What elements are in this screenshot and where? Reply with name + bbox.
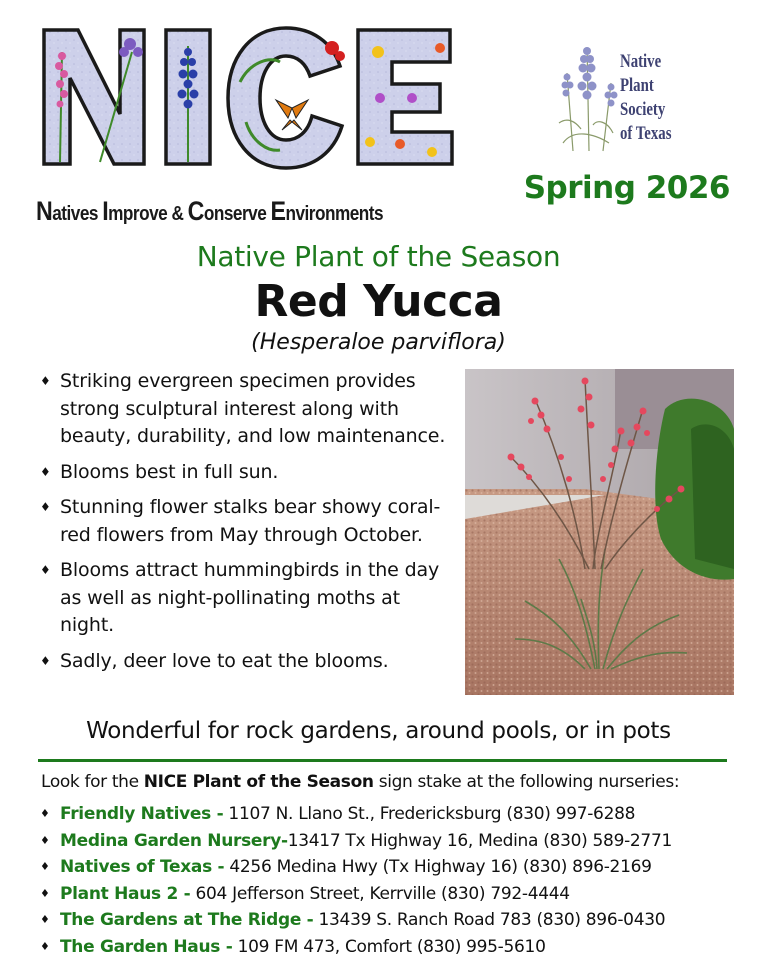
nursery-details: 1107 N. Llano St., Fredericksburg (830) 997-6288: [223, 804, 636, 824]
npsot-wordmark: [620, 50, 682, 146]
npsot-line-4: of Texas: [620, 123, 672, 144]
diamond-bullet-icon: ♦: [40, 913, 50, 927]
diamond-bullet-icon: ♦: [40, 563, 51, 577]
nursery-item: [38, 828, 753, 855]
tagline-word-1: Natives: [36, 196, 98, 226]
bullet-item: ♦ Striking evergreen specimen provides strong sculptural interest along with beauty, durability, and low maintenance.: [40, 370, 446, 447]
nursery-item: [38, 934, 753, 961]
nurseries-intro: Look for the NICE Plant of the Season sign stake at the following nurseries:: [41, 772, 680, 792]
uses-tagline: Wonderful for rock gardens, around pools, or in pots: [86, 718, 671, 744]
red-yucca-photo: [465, 369, 734, 695]
nursery-item: [38, 854, 753, 881]
diamond-bullet-icon: ♦: [40, 939, 50, 953]
season-label: Spring 2026: [523, 170, 730, 206]
bullet-item: ♦ Stunning flower stalks bear showy coral-red flowers from May through October.: [40, 496, 441, 546]
tagline-word-2: Improve &: [102, 196, 184, 226]
diamond-bullet-icon: ♦: [40, 807, 50, 820]
tagline-word-3: Conserve: [187, 196, 267, 226]
diamond-bullet-icon: ♦: [40, 374, 51, 388]
tagline-word-4: Environments: [270, 196, 384, 226]
nursery-item: [38, 881, 753, 908]
nursery-item: [38, 907, 753, 934]
diamond-bullet-icon: ♦: [40, 464, 51, 479]
nursery-name: Friendly Natives -: [60, 804, 224, 824]
nursery-name: Plant Haus 2 -: [60, 883, 191, 904]
nursery-name: The Gardens at The Ridge -: [60, 910, 314, 931]
bullet-item: ♦ Blooms best in full sun.: [36, 459, 456, 487]
diamond-bullet-icon: ♦: [40, 860, 50, 874]
npsot-line-3: Society: [620, 99, 666, 120]
nursery-details: 4256 Medina Hwy (Tx Highway 16) (830) 896-2169: [224, 857, 652, 878]
tagline: [36, 196, 414, 228]
npsot-line-2: Plant: [620, 75, 654, 96]
nursery-details: 13417 Tx Highway 16, Medina (830) 589-2771: [287, 830, 672, 851]
nursery-name: Natives of Texas -: [60, 857, 225, 878]
nursery-item: [38, 801, 753, 828]
nursery-details: 109 FM 473, Comfort (830) 995-5610: [232, 936, 546, 957]
nursery-name: Medina Garden Nursery-: [60, 830, 288, 851]
nursery-list: [38, 801, 753, 961]
bullet-item: ♦ Blooms attract hummingbirds in the day as well as night-pollinating moths at night.: [40, 559, 440, 636]
nursery-details: 604 Jefferson Street, Kerrville (830) 792-4444: [190, 883, 570, 904]
plant-name: Red Yucca: [254, 276, 503, 327]
diamond-bullet-icon: ♦: [40, 500, 51, 514]
scientific-name: (Hesperaloe parviflora): [251, 330, 506, 355]
nursery-name: The Garden Haus -: [60, 936, 233, 957]
diamond-bullet-icon: ♦: [40, 833, 50, 847]
nice-logo: [40, 22, 460, 172]
divider: [38, 759, 727, 762]
npsot-line-1: Native: [620, 51, 662, 72]
bullet-item: ♦ Sadly, deer love to eat the blooms.: [36, 648, 456, 676]
nursery-details: 13439 S. Ranch Road 783 (830) 896-0430: [313, 910, 666, 931]
diamond-bullet-icon: ♦: [40, 653, 51, 668]
section-title: Native Plant of the Season: [196, 240, 561, 273]
feature-bullets: [36, 368, 456, 683]
diamond-bullet-icon: ♦: [40, 886, 50, 900]
